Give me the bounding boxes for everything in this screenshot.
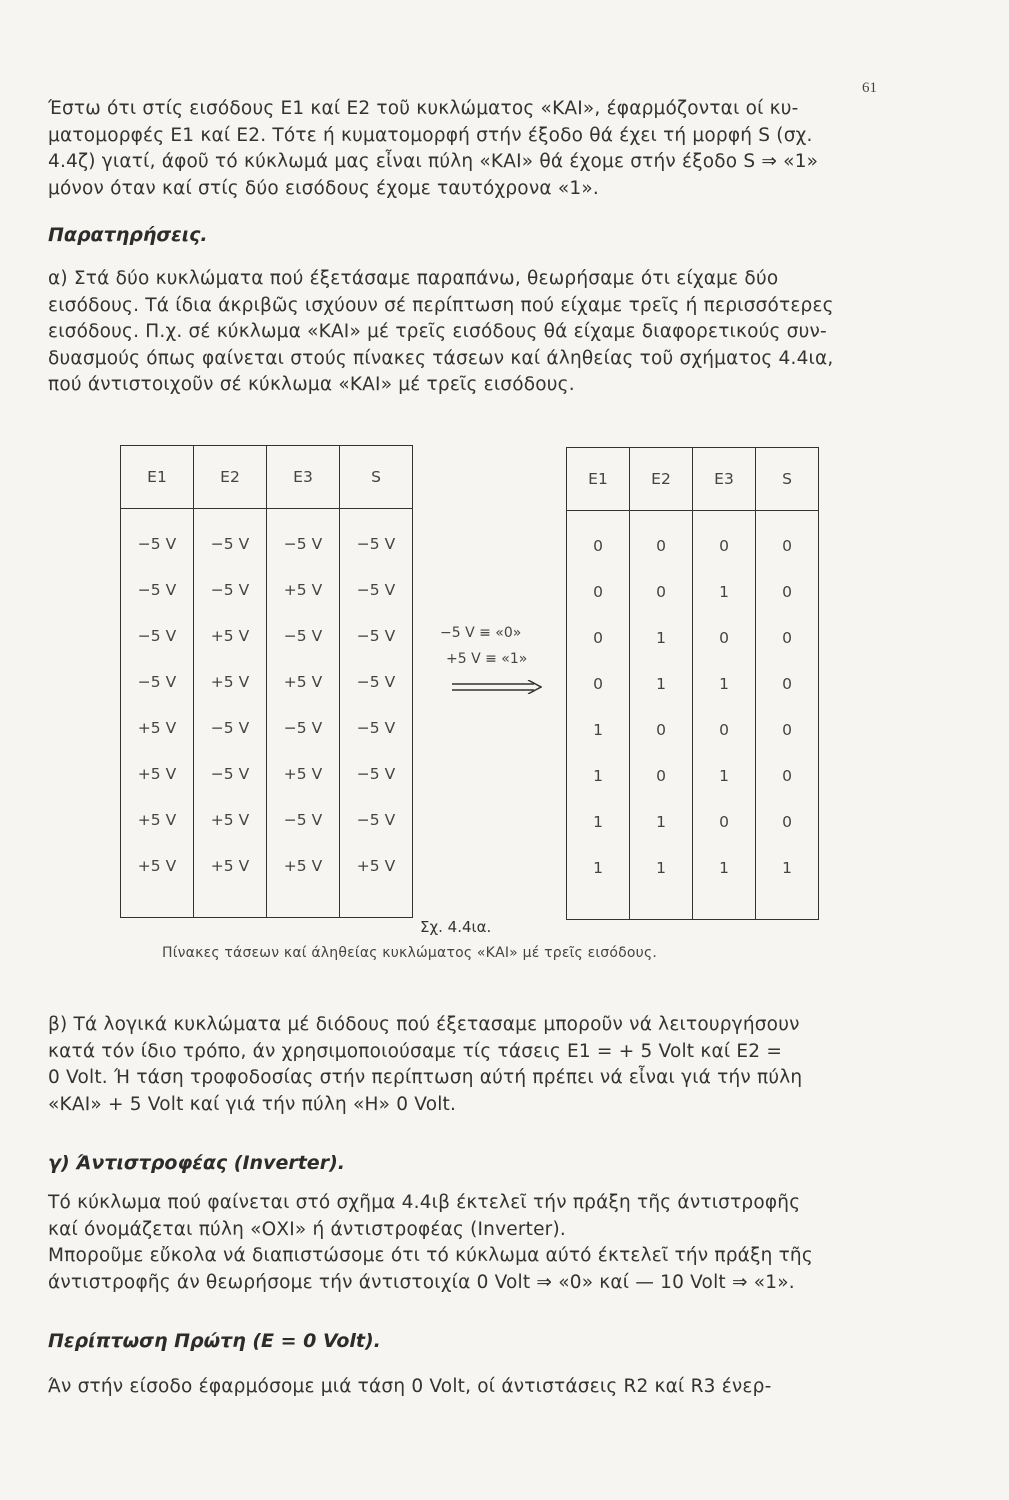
text-line: 4.4ζ) γιατί, άφοῦ τό κύκλωμά μας εἶναι πύλη «ΚΑΙ» θά έχομε στήν έξοδο S ⇒ «1»	[48, 151, 819, 172]
cell: −5 V	[267, 521, 340, 567]
cell: −5 V	[340, 797, 413, 843]
text-line: Άν στήν είσοδο έφαρμόσομε μιά τάση 0 Volt, οί άντιστάσεις R2 καί R3 ένερ-	[48, 1376, 772, 1397]
cell: 0	[693, 799, 756, 845]
cell: 1	[693, 845, 756, 891]
cell: 1	[630, 615, 693, 661]
paragraph-inverter	[48, 1190, 888, 1296]
text-line: Έστω ότι στίς εισόδους E1 καί E2 τοῦ κυκλώματος «ΚΑΙ», έφαρμόζονται οί κυ-	[48, 98, 799, 119]
heading-case-one: Περίπτωση Πρώτη (E = 0 Volt).	[48, 1330, 381, 1352]
cell: 1	[567, 707, 630, 753]
cell: 0	[756, 523, 819, 569]
table-row	[567, 523, 819, 569]
cell: 1	[630, 661, 693, 707]
cell: 0	[567, 615, 630, 661]
header-cell: E1	[567, 448, 630, 511]
cell: −5 V	[267, 797, 340, 843]
cell: −5 V	[194, 521, 267, 567]
cell: +5 V	[194, 613, 267, 659]
table-row	[567, 707, 819, 753]
cell: 1	[630, 799, 693, 845]
heading-inverter: γ) Άντιστροφέας (Inverter).	[48, 1152, 345, 1174]
header-cell: E2	[194, 446, 267, 509]
header-cell: E1	[121, 446, 194, 509]
cell: −5 V	[194, 567, 267, 613]
cell: +5 V	[121, 705, 194, 751]
voltage-table	[120, 445, 413, 918]
cell: +5 V	[340, 843, 413, 889]
text-line: ματομορφές E1 καί E2. Τότε ή κυματομορφή στήν έξοδο θά έχει τή μορφή S (σχ.	[48, 124, 813, 146]
cell: −5 V	[340, 751, 413, 797]
cell: 0	[756, 661, 819, 707]
text-line: εισόδους. Τά ίδια άκριβῶς ισχύουν σέ περίπτωση πού είχαμε τρεῖς ή περισσότερες	[48, 294, 834, 316]
cell: −5 V	[340, 613, 413, 659]
text-line: πού άντιστοιχοῦν σέ κύκλωμα «ΚΑΙ» μέ τρεῖς εισόδους.	[48, 374, 575, 395]
cell: 0	[756, 707, 819, 753]
cell: −5 V	[267, 613, 340, 659]
paragraph-remark-b	[48, 1012, 888, 1118]
cell: 0	[630, 569, 693, 615]
cell: +5 V	[194, 797, 267, 843]
cell: −5 V	[194, 751, 267, 797]
cell: +5 V	[194, 843, 267, 889]
figure-caption-text: Πίνακες τάσεων καί άληθείας κυκλώματος «ΚΑΙ» μέ τρεῖς εισόδους.	[162, 945, 658, 961]
text-line: α) Στά δύο κυκλώματα πού έξετάσαμε παραπάνω, θεωρήσαμε ότι είχαμε δύο	[48, 268, 779, 289]
text-line: Μποροῦμε εὔκολα νά διαπιστώσομε ότι τό κύκλωμα αύτό έκτελεῖ τήν πράξη τῆς	[48, 1245, 813, 1266]
text-line: καί όνομάζεται πύλη «ΟΧΙ» ή άντιστροφέας (Inverter).	[48, 1218, 566, 1240]
text-line: «ΚΑΙ» + 5 Volt καί γιά τήν πύλη «Η» 0 Volt.	[48, 1093, 457, 1115]
table-row	[567, 661, 819, 707]
heading-remarks: Παρατηρήσεις.	[48, 224, 208, 246]
cell: 0	[756, 753, 819, 799]
paragraph-remark-a	[48, 266, 888, 399]
voltage-logic-mapping	[440, 620, 560, 672]
cell: 1	[756, 845, 819, 891]
mapping-high: +5 V ≡ «1»	[446, 651, 528, 667]
table-row	[121, 751, 413, 797]
cell: 1	[693, 569, 756, 615]
cell: 1	[567, 753, 630, 799]
cell: 1	[567, 799, 630, 845]
cell: +5 V	[121, 751, 194, 797]
header-cell: E3	[267, 446, 340, 509]
mapping-low: −5 V ≡ «0»	[440, 625, 522, 641]
header-cell: E2	[630, 448, 693, 511]
double-arrow-icon	[452, 680, 542, 694]
text-line: κατά τόν ίδιο τρόπο, άν χρησιμοποιούσαμε τίς τάσεις E1 = + 5 Volt καί E2 =	[48, 1040, 783, 1062]
truth-table	[566, 447, 819, 920]
text-line: β) Τά λογικά κυκλώματα μέ διόδους πού έξετασαμε μποροῦν νά λειτουργήσουν	[48, 1014, 800, 1035]
table-row	[567, 845, 819, 891]
cell: −5 V	[194, 705, 267, 751]
cell: −5 V	[340, 521, 413, 567]
cell: −5 V	[121, 659, 194, 705]
cell: 0	[630, 523, 693, 569]
table-row	[121, 521, 413, 567]
cell: +5 V	[121, 797, 194, 843]
cell: −5 V	[340, 567, 413, 613]
table-row	[121, 659, 413, 705]
cell: 0	[630, 707, 693, 753]
cell: 1	[693, 661, 756, 707]
table-row	[567, 753, 819, 799]
table-row	[121, 613, 413, 659]
text-line: μόνον όταν καί στίς δύο εισόδους έχομε ταυτόχρονα «1».	[48, 177, 599, 199]
cell: 0	[756, 569, 819, 615]
cell: +5 V	[194, 659, 267, 705]
cell: 1	[693, 753, 756, 799]
cell: 0	[693, 615, 756, 661]
cell: 0	[567, 569, 630, 615]
paragraph-case-one	[48, 1374, 888, 1401]
table-row	[121, 843, 413, 889]
cell: −5 V	[267, 705, 340, 751]
header-cell: E3	[693, 448, 756, 511]
figure-caption-title: Σχ. 4.4ια.	[420, 918, 492, 936]
table-row	[567, 799, 819, 845]
text-line: εισόδους. Π.χ. σέ κύκλωμα «ΚΑΙ» μέ τρεῖς εισόδους θά είχαμε διαφορετικούς συν-	[48, 321, 827, 342]
cell: 0	[630, 753, 693, 799]
cell: 1	[567, 845, 630, 891]
table-row	[567, 615, 819, 661]
paragraph-waveforms	[48, 96, 888, 202]
table-row	[121, 567, 413, 613]
cell: −5 V	[340, 705, 413, 751]
text-line: άντιστροφῆς άν θεωρήσομε τήν άντιστοιχία 0 Volt ⇒ «0» καί — 10 Volt ⇒ «1».	[48, 1271, 795, 1293]
cell: +5 V	[267, 843, 340, 889]
cell: −5 V	[121, 567, 194, 613]
cell: 0	[693, 523, 756, 569]
table-row	[121, 797, 413, 843]
page-number: 61	[862, 80, 877, 96]
cell: +5 V	[267, 751, 340, 797]
cell: 0	[756, 799, 819, 845]
cell: 0	[756, 615, 819, 661]
header-cell: S	[756, 448, 819, 511]
table-row	[567, 569, 819, 615]
cell: −5 V	[121, 613, 194, 659]
text-line: δυασμούς όπως φαίνεται στούς πίνακες τάσεων καί άληθείας τοῦ σχήματος 4.4ια,	[48, 347, 834, 369]
header-cell: S	[340, 446, 413, 509]
cell: +5 V	[267, 567, 340, 613]
cell: −5 V	[340, 659, 413, 705]
cell: 0	[567, 523, 630, 569]
cell: 0	[567, 661, 630, 707]
cell: −5 V	[121, 521, 194, 567]
cell: +5 V	[267, 659, 340, 705]
text-line: 0 Volt. Ή τάση τροφοδοσίας στήν περίπτωση αύτή πρέπει νά εἶναι γιά τήν πύλη	[48, 1067, 803, 1088]
cell: 0	[693, 707, 756, 753]
cell: 1	[630, 845, 693, 891]
text-line: Τό κύκλωμα πού φαίνεται στό σχῆμα 4.4ιβ έκτελεῖ τήν πράξη τῆς άντιστροφῆς	[48, 1192, 801, 1213]
cell: +5 V	[121, 843, 194, 889]
table-row	[121, 705, 413, 751]
